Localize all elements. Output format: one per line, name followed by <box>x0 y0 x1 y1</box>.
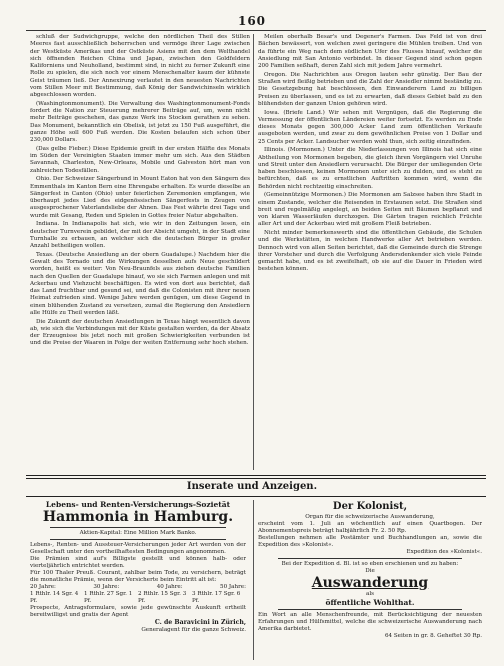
page-number: 160 <box>237 14 267 28</box>
news-paragraph: Ohio. Der Schweizer Sängerbund in Mount Eaton hat von den Sängern des Emmenthals im Kanton Bern eine Ehrengabe erhalten. Es wurde dieselbe an Sängerfest in Canton (Ohio) unter feierlichen Zeremonien empfangen, wie überhaupt jedes Lied des eidgenössischen Sängerfests in Zeugen von ausgesprochener Vaterlandsliebe der Ahnen. Das Fest währte drei Tage und wurde mit Gesang, Reden und Spielen in Gottes freier Natur abgehalten. <box>30 176 250 219</box>
ad-subtitle: Organ für die schweizerische Auswanderung, <box>305 514 435 520</box>
insurance-advertisement <box>30 500 246 660</box>
news-paragraph: (Washingtonmonument). Die Verwaltung des Washingtonmonument-Fonds fordert die Nation zur Steuerung mehrerer Beiträge auf, um, wenn nicht mehr Beiträge geschehen, das ganze Werk ins Stocken gerathen zu sehen. Das Monument, bekanntlich ein Obelisk, ist jetzt zu 150 Fuß ausgeführt, die ganze Höhe soll 600 Fuß werden. Die Kosten belaufen sich schon über 230,000 Dollars. <box>30 100 250 143</box>
ads-section-title: Inserate und Anzeigen. <box>186 481 318 492</box>
premium-cell: 20 Jahre: <box>30 584 56 590</box>
ad-capital: Aktien-Kapital: Eine Million Mark Banko. <box>79 530 197 536</box>
premium-cell: 2 Rthlr. 15 Sgr. 3 Pf. <box>138 591 187 604</box>
header-rule <box>26 30 486 31</box>
premium-cell: 50 Jahre: <box>220 584 246 590</box>
ad-line: Lebens-, Renten- und Aussteuer-Versicherungen jeder Art werden von der Gesellschaft unter den vortheilhaftesten Bedingungen angenommen. <box>30 542 246 555</box>
ad-agent-sub: Generalagent für die ganze Schweiz. <box>141 627 246 633</box>
ad-rule <box>50 539 226 540</box>
news-paragraph: Nicht minder bemerkenswerth sind die öffentlichen Gebäude, die Schulen und die Werkstätten, in welchen Handwerke aller Art betrieben werden. Dennoch wird von allen Seiten berichtet, daß die Gemeinde durch die Strenge ihrer Vorsteher und durch die Verfolgung Andersdenkender sich viele Feinde gemacht habe, und es ist zweifelhaft, ob sie auf die Dauer in Frieden wird bestehen können. <box>258 230 482 273</box>
ad-rule <box>278 558 462 559</box>
premium-table-row <box>30 591 246 605</box>
section-rule <box>26 475 486 476</box>
ad-line: erscheint vom 1. Juli an wöchentlich auf einen Quartbogen. Der Abonnementspreis beträgt halbjährlich Fr. 2. 50 Rp. <box>258 521 482 534</box>
premium-cell: 40 Jahre: <box>156 584 183 590</box>
ad-description: Ein Wort an alle Menschenfreunde, mit Berücksichtigung der neuesten Erfahrungen und Hülfsmittel, welche die schweizerische Auswanderung nach Amerika darbietet. <box>258 612 482 632</box>
ad-title: Hammonia in Hamburg. <box>42 509 234 525</box>
right-news-column <box>258 34 482 470</box>
premium-cell: 30 Jahre: <box>93 584 120 590</box>
ads-divider <box>253 500 254 660</box>
ad-als: als <box>366 591 374 597</box>
news-paragraph: Meilen oberhalb Besar's und Degener's Farmen. Das Feld ist von drei Bächen bewässert, von welchen zwei geringere die Mühlen treiben. Und von da führte ein Weg nach dem südlichen Ufer des Flusses hinauf, welcher die Ansiedlung mit San Antonio verbindet. In dieser Gegend sind schon gegen 200 Familien seßhaft, deren Zahl sich mit jedem Jahre vermehrt. <box>258 34 482 69</box>
premium-cell: 1 Rthlr. 27 Sgr. 1 Pf. <box>84 591 133 604</box>
ad-heading: Lebens- und Renten-Versicherungs-Sozietät <box>45 500 231 509</box>
news-paragraph: (Das gelbe Fieber.) Diese Epidemie greift in der ersten Hälfte des Monats im Süden der Vereinigten Staaten immer mehr um sich. Aus den Städten Savannah, Charleston, New-Orleans, Mobile und Galveston hört man von zahlreichen Todesfällen. <box>30 145 250 174</box>
premium-table-header <box>30 584 246 591</box>
ad-rule <box>50 527 226 528</box>
ad-line: Für 100 Thaler Preuß. Courant, zahlbar beim Tode, zu versichern, beträgt die monatliche Prämie, wenn der Versicherte beim Eintritt alt ist: <box>30 570 246 583</box>
agent-name: C. de Baravicini in Zürich, <box>154 619 246 626</box>
section-rule-thin <box>26 478 486 479</box>
ad-agent <box>30 619 246 627</box>
ads-rule <box>26 496 486 497</box>
news-paragraph: Oregon. Die Nachrichten aus Oregon lauten sehr günstig. Der Bau der Straßen wird fleißig betrieben und die Zahl der Ansiedler nimmt beständig zu. Die Gesetzgebung hat beschlossen, den Einwanderern Land zu billigen Preisen zu überlassen, und es ist zu erwarten, daß dieses Gebiet bald zu den blühendsten der ganzen Union gehören wird. <box>258 71 482 107</box>
news-paragraph: schluß der Sudwichgruppe, welche den nördlichen Theil des Stillen Meeres fast ausschließlich beherrschen und vermöge ihrer Lage zwischen der Westküste Amerikas und der Ostküste Asiens mit den dem Welthandel sich öffnenden Reichen China und Japan, zwischen den Goldfeldern Kaliforniens und Neuholland, bestimmt sind, in nicht zu ferner Zukunft eine Rolle zu spielen, die sich noch vor einem Menschenalter kaum der kühnste Geist träumen ließ. Der Annexirung verlautet in den neuesten Nachrichten vom Stillen Meer mit Bestimmung, daß König der Sandwichinseln wirklich abgeschlossen worden. <box>30 34 250 98</box>
ad-line: Bestellungen nehmen alle Postämter und Buchhandlungen an, sowie die Expedition des »Kolonist«. <box>258 535 482 548</box>
news-paragraph: (Gemeinnützige Mormonen.) Die Mormonen am Salzsee haben ihre Stadt in einem Zustande, welcher die Reisenden in Erstaunen setzt. Die Straßen sind breit und regelmäßig angelegt, an beiden Seiten mit Bäumen bepflanzt und von klaren Wasserläufen durchzogen. Die Gärten tragen reichlich Früchte aller Art und der Ackerbau wird mit großem Fleiß betrieben. <box>258 192 482 228</box>
left-news-column <box>30 34 250 470</box>
premium-cell: 1 Rthlr. 14 Sgr. 4 Pf. <box>30 591 79 604</box>
ad-title: Der Kolonist, <box>332 501 408 512</box>
ad-rule <box>278 609 462 610</box>
ad-closing: Prospecte, Antragsformulare, sowie jede gewünschte Auskunft ertheilt bereitwilligst und gratis der Agent <box>30 605 246 618</box>
ad-sub-title: öffentliche Wohlthat. <box>325 598 415 607</box>
news-paragraph: Die Zukunft der deutschen Ansiedlungen in Texas hängt wesentlich davon ab, wie sich die Verbindungen mit der Küste gestalten werden, da der Absatz der Erzeugnisse bis jetzt noch mit großen Schwierigkeiten verbunden ist und die Preise der Waaren in Folge der weiten Entfernung sehr hoch stehen. <box>30 318 250 347</box>
ad-price: 64 Seiten in gr. 8. Geheftet 30 Rp. <box>384 633 482 639</box>
ad-big-title: Auswanderung <box>311 575 429 591</box>
ad-line: Die Prämien sind auf's Billigste gestellt und können halb- oder vierteljährlich entrichtet werden. <box>30 556 246 569</box>
news-paragraph: Illinois. (Mormonen.) Unter die Niederlassungen von Illinois hat sich eine Abtheilung von Mormonen begeben, die gleich ihren Vorgängern viel Unruhe und Streit unter den Ansiedlern verursacht. Die Bürger der umliegenden Orte haben beschlossen, keinen Mormonen unter sich zu dulden, und es steht zu befürchten, daß es zu ernstlichen Auftritten kommen wird, wenn die Behörden nicht rechtzeitig einschreiten. <box>258 147 482 190</box>
column-divider <box>253 34 254 470</box>
ad-expedition: Expedition des »Kolonist«. <box>406 549 482 555</box>
ad-die: Die <box>365 568 375 574</box>
news-paragraph: Iowa. (Briefe Land.) Wir sehen mit Vergnügen, daß die Regierung die Vermessung der öffentlichen Ländereien weiter fortsetzt. Es werden zu Ende dieses Monats gegen 300,000 Acker Land zum öffentlichen Verkaufe ausgeboten werden, und zwar zu dem gewöhnlichen Preise von 1 Dollar und 25 Cents per Acker. Landsucher werden wohl thun, sich zeitig einzufinden. <box>258 109 482 145</box>
news-paragraph: Texas. (Deutsche Ansiedlung an der obern Guadalupe.) Nachdem hier die Gewalt des Tornado und die Wirkungen desselben aufs Neue geschildert worden, heißt es weiter: Von Neu-Braunfels aus ziehen deutsche Familien nach den Quellen der Guadalupe hinauf, wo sie sich Farmen anlegen und mit Ackerbau und Viehzucht beschäftigen. Es wird von dort aus berichtet, daß das Land fruchtbar und gesund sei, und daß die Colonisten mit ihrer neuen Heimat zufrieden sind. Wenige Jahre werden genügen, um diese Gegend in einen blühenden Zustand zu versetzen, zumal die Regierung den Ansiedlern alle Hülfe zu Theil werden läßt. <box>30 251 250 316</box>
ad-announce: Bei der Expedition d. Bl. ist so eben erschienen und zu haben: <box>281 561 459 567</box>
news-paragraph: Indiana. In Indianapolis hat sich, wie wir in den Zeitungen lesen, ein deutscher Turnverein gebildet, der mit der Absicht umgeht, in der Stadt eine Turnhalle zu erbauen, an welcher sich die deutschen Bürger in großer Anzahl betheiligen wollen. <box>30 221 250 249</box>
kolonist-advertisement <box>258 500 482 660</box>
premium-cell: 3 Rthlr. 17 Sgr. 6 Pf. <box>192 591 241 604</box>
